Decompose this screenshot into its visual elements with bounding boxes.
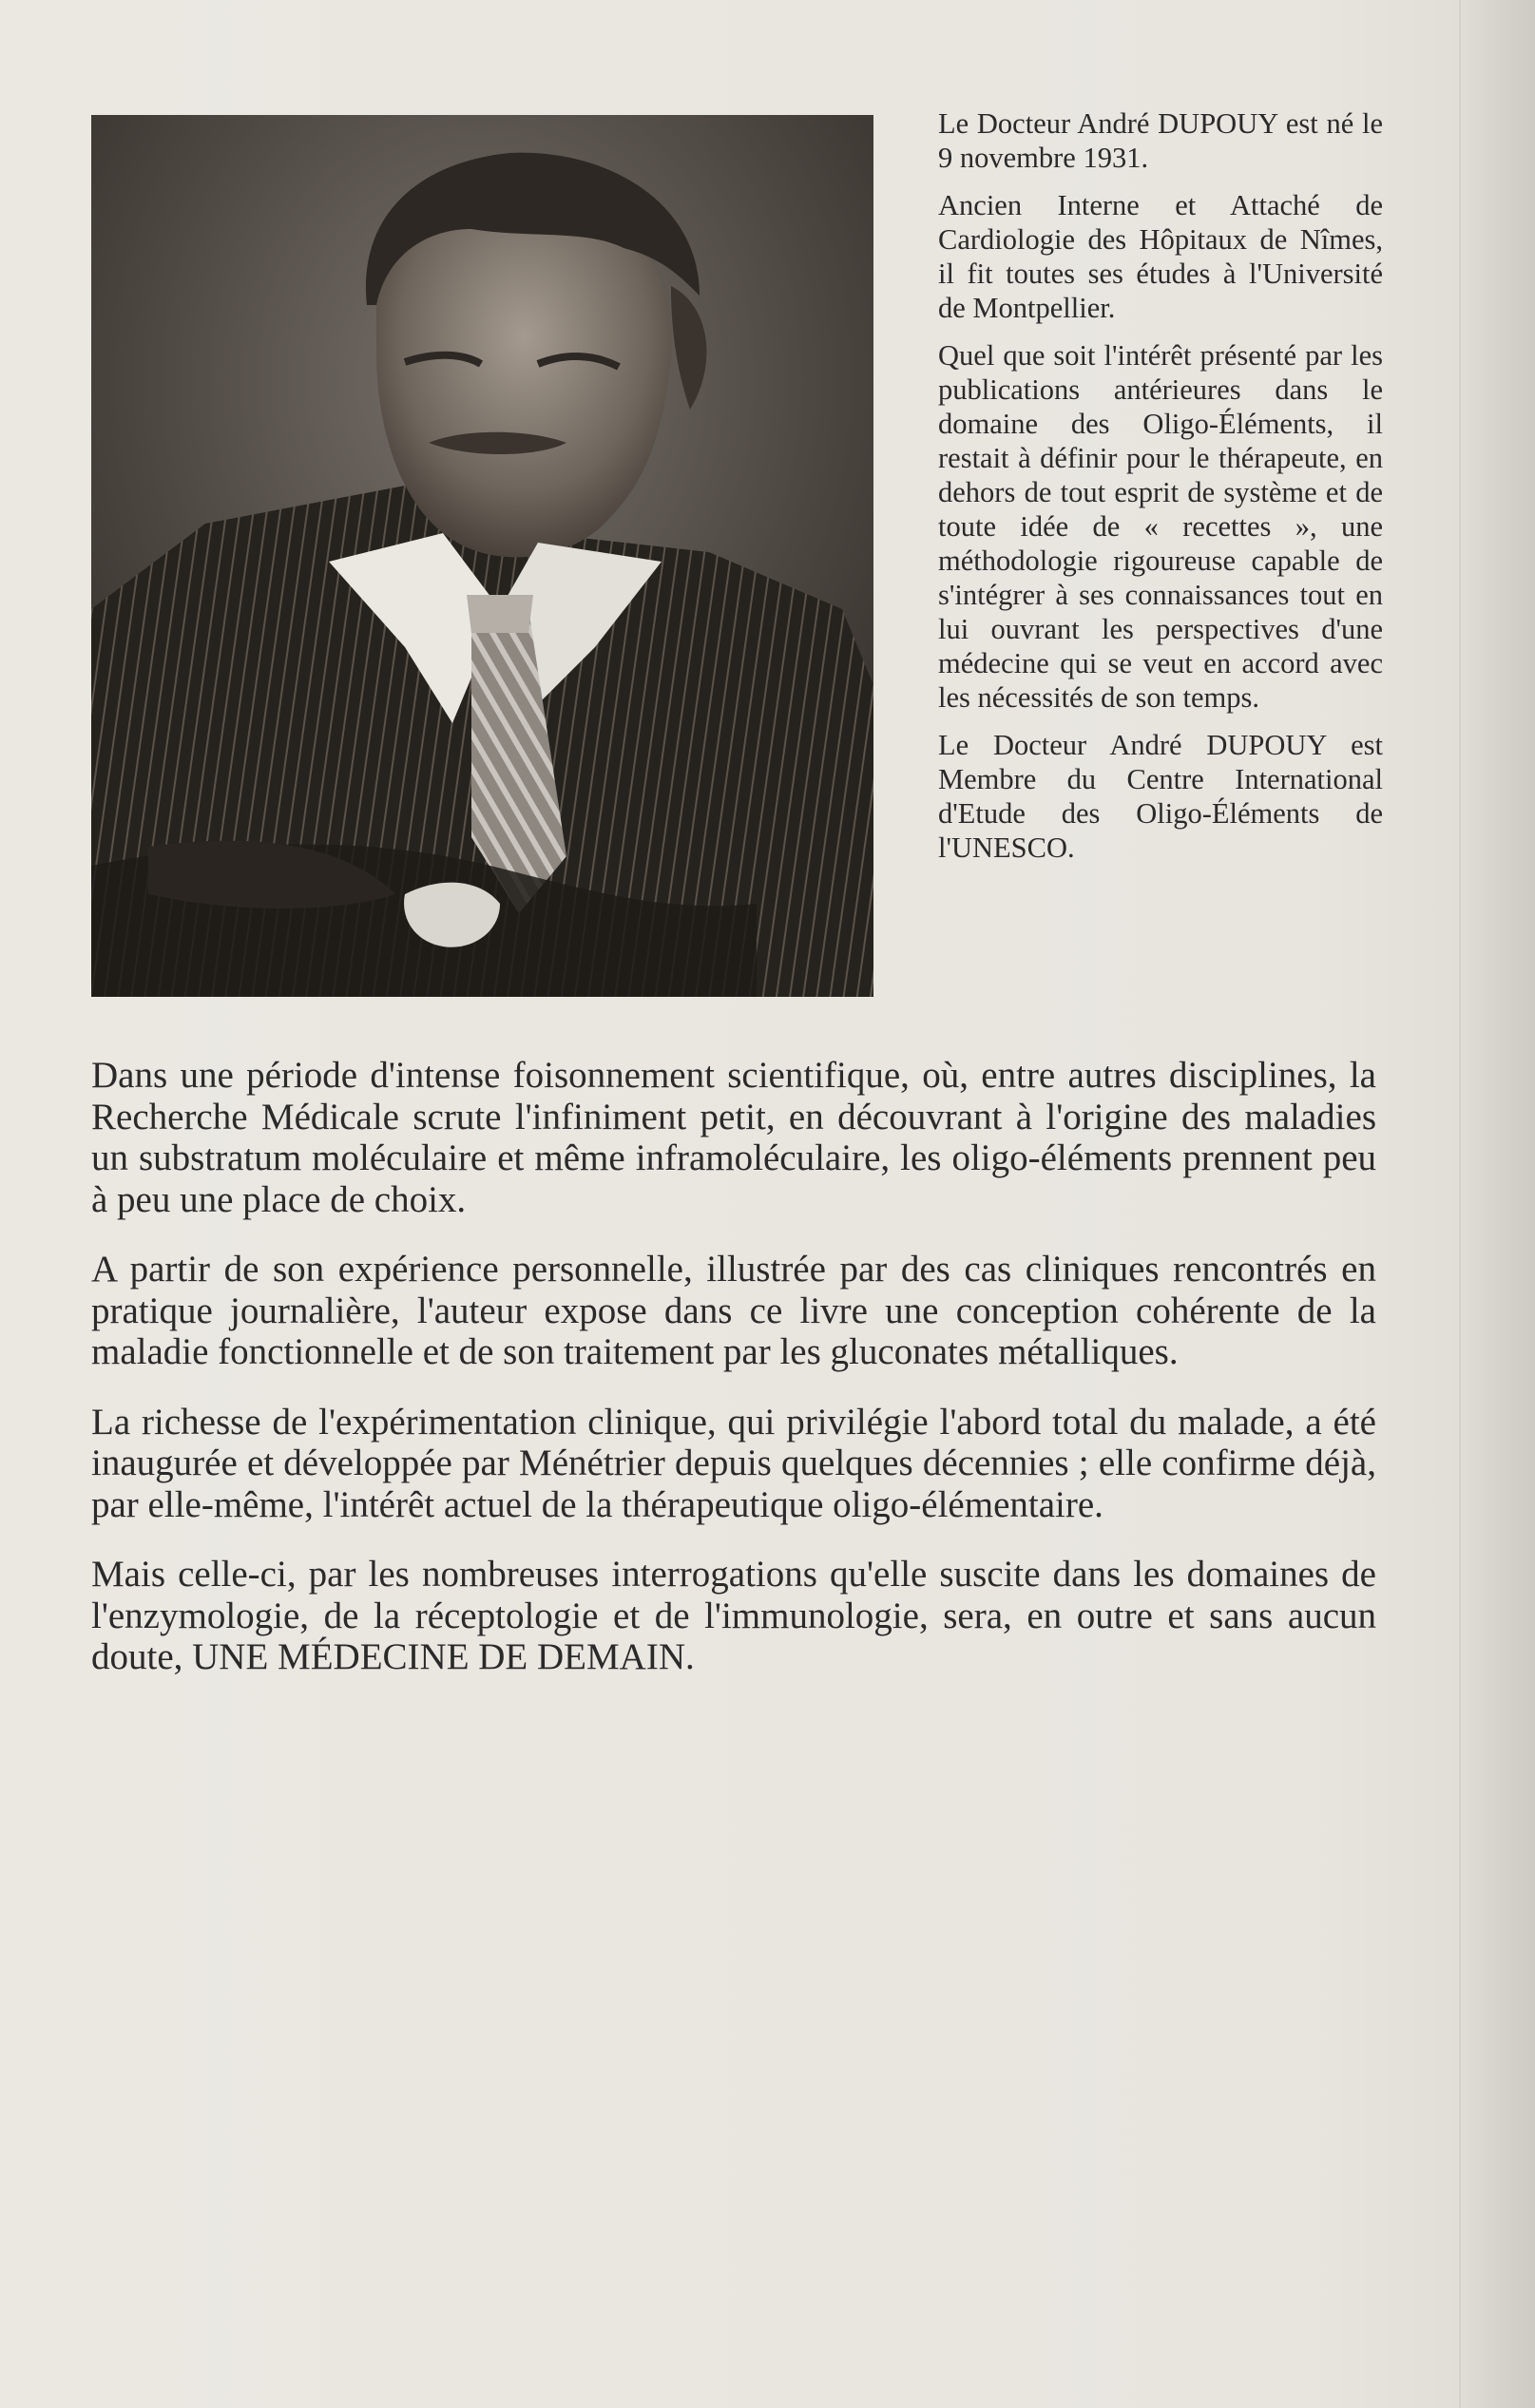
- author-biography: [938, 106, 1383, 878]
- bio-paragraph: Ancien Interne et Attaché de Cardiologie des Hôpitaux de Nîmes, il fit toutes ses études à l'Université de Montpellier.: [938, 189, 1383, 324]
- author-portrait-photo: [91, 115, 873, 997]
- summary-paragraph: La richesse de l'expérimentation clinique, qui privilégie l'abord total du malade, a été inaugurée et développée par Ménétrier depuis quelques décennies ; elle confirme déjà, par elle-même, l'intérêt actuel de la thérapeutique oligo-élémentaire.: [91, 1401, 1376, 1525]
- summary-paragraph: A partir de son expérience personnelle, illustrée par des cas cliniques rencontrés en pratique journalière, l'auteur expose dans ce livre une conception cohérente de la maladie fonctionnelle et de son traitement par les gluconates métalliques.: [91, 1249, 1376, 1372]
- portrait-illustration: [91, 115, 873, 997]
- summary-paragraph: Mais celle-ci, par les nombreuses interrogations qu'elle suscite dans les domaines de l'enzymologie, de la réceptologie et de l'immunologie, sera, en outre et sans aucun doute, UNE MÉDECINE DE DEMAIN.: [91, 1554, 1376, 1677]
- bio-paragraph: Quel que soit l'intérêt présenté par les publications antérieures dans le domaine des Oligo-Éléments, il restait à définir pour le thérapeute, en dehors de tout esprit de système et de toute idée de « recettes », une méthodologie rigoureuse capable de s'intégrer à ses connaissances tout en lui ouvrant les perspectives d'une médecine qui se veut en accord avec les nécessités de son temps.: [938, 339, 1383, 714]
- bio-paragraph: Le Docteur André DUPOUY est né le 9 novembre 1931.: [938, 107, 1383, 174]
- bio-paragraph: Le Docteur André DUPOUY est Membre du Centre International d'Etude des Oligo-Éléments de l'UNESCO.: [938, 729, 1383, 864]
- page-edge-shadow: [1459, 0, 1535, 2408]
- book-summary: [91, 1055, 1376, 1707]
- summary-paragraph: Dans une période d'intense foisonnement scientifique, où, entre autres disciplines, la Recherche Médicale scrute l'infiniment petit, en découvrant à l'origine des maladies un substratum moléculaire et même inframoléculaire, les oligo-éléments prennent peu à peu une place de choix.: [91, 1055, 1376, 1220]
- cover-fold-line: [1459, 0, 1461, 2408]
